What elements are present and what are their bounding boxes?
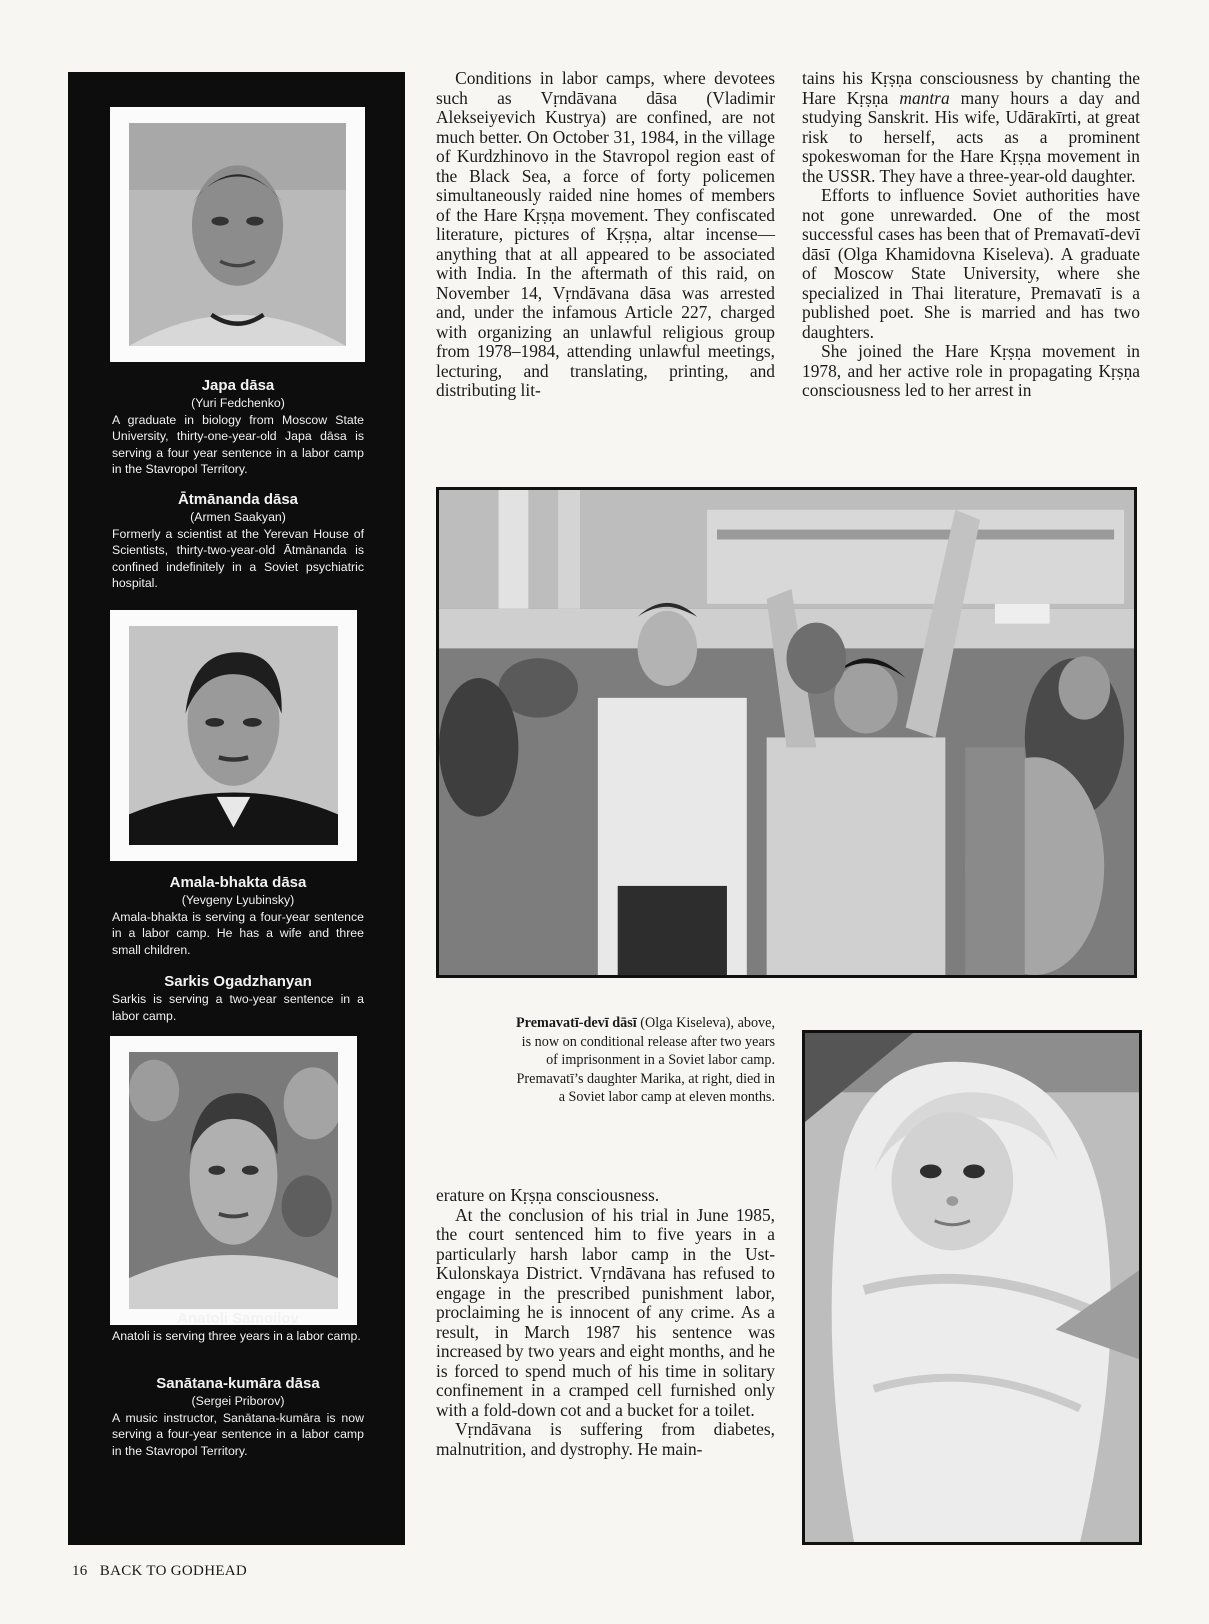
article-emphasis: mantra	[899, 87, 950, 108]
bio-anatoli-samoilov	[112, 1309, 364, 1345]
bio-sarkis-ogadzhanyan	[112, 972, 364, 1024]
portrait-anatoli-samoilov	[110, 1036, 357, 1325]
bio-name: Sarkis Ogadzhanyan	[164, 973, 312, 990]
article-paragraph: Vṛndāvana is suffering from diabetes, malnutrition, and dystrophy. He main-	[436, 1419, 775, 1459]
bio-real-name: (Sergei Priborov)	[191, 1394, 285, 1408]
article-paragraph	[802, 69, 1140, 186]
article-column-1-bottom	[436, 1186, 775, 1459]
article-column-1-top	[436, 69, 775, 401]
article-paragraph: Efforts to influence Soviet authorities have not gone unrewarded. One of the most successful cases has been that of Premavatī-devī dāsī (Olga Khamidovna Kiseleva). A graduate of Moscow State University, where she specialized in Thai literature, Premavatī is a published poet. She is married and has two daughters.	[802, 185, 1140, 342]
article-text: tains his Kṛṣṇa consciousness by chanting the Hare Kṛṣṇa	[802, 68, 1140, 108]
bio-real-name: (Yevgeny Lyubinsky)	[181, 893, 295, 907]
sidebar-profiles	[68, 72, 405, 1545]
bio-name: Ātmānanda dāsa	[177, 491, 299, 508]
bio-description: A music instructor, Sanātana-kumāra is now serving a four-year sentence in a labor camp in the Stavropol Territory.	[112, 1410, 364, 1458]
bio-description: A graduate in biology from Moscow State University, thirty-one-year-old Japa dāsa is serving a four year sentence in a labor camp in the Stavropol Territory.	[112, 412, 364, 476]
article-paragraph: At the conclusion of his trial in June 1985, the court sentenced him to five years in a particularly harsh labor camp in the Ust-Kulonskaya District. Vṛndāvana has refused to engage in the prescribed punishment labor, proclaiming he is innocent of any crime. As a result, in March 1987 his sentence was increased by two years and eight months, and he is forced to spend much of his time in solitary confinement in a cramped cell furnished only with a fold-down cot and a bucket for a toilet.	[436, 1204, 775, 1420]
bio-description: Sarkis is serving a two-year sentence in a labor camp.	[112, 992, 364, 1023]
bio-description: Formerly a scientist at the Yerevan House of Scientists, thirty-two-year-old Ātmānanda is confined indefinitely in a Soviet psychiatric hospital.	[112, 526, 364, 590]
bio-name: Sanātana-kumāra dāsa	[156, 1375, 320, 1392]
bio-japa-dasa	[112, 376, 364, 478]
caption-name: Premavatī-devī dāsī	[516, 1015, 637, 1031]
magazine-name: BACK TO GODHEAD	[99, 1563, 248, 1579]
caption-text: (Olga Kiseleva), above, is now on conditional release after two years of imprisonment in a Soviet labor camp. Premavatī’s daughter Marika, at right, died in a Soviet labor camp at eleven months.	[516, 1015, 775, 1105]
bio-name: Japa dāsa	[201, 377, 275, 394]
article-paragraph: She joined the Hare Kṛṣṇa movement in 1978, and her active role in propagating Kṛṣṇa consciousness led to her arrest in	[802, 341, 1140, 400]
page-number: 16	[72, 1563, 88, 1579]
bio-description: Anatoli is serving three years in a labor camp.	[112, 1329, 361, 1343]
bio-sanatana-kumara-dasa	[112, 1374, 364, 1459]
bio-name: Amala-bhakta dāsa	[169, 874, 307, 891]
portrait-japa-dasa	[110, 107, 365, 362]
portrait-amala-bhakta-dasa	[110, 610, 357, 861]
bio-real-name: (Yuri Fedchenko)	[191, 396, 285, 410]
bio-description: Amala-bhakta is serving a four-year sentence in a labor camp. He has a wife and three small children.	[112, 909, 364, 957]
crowd-photo	[436, 487, 1137, 978]
article-paragraph: Conditions in labor camps, where devotees such as Vṛndāvana dāsa (Vladimir Alekseiyevich Kustrya) are confined, are not much better. On October 31, 1984, in the village of Kurdzhinovo in the Stavropol region east of the Black Sea, a force of forty policemen simultaneously raided nine homes of members of the Hare Kṛṣṇa movement. They confiscated literature, pictures of Kṛṣṇa, altar incense—anything that at all appeared to be associated with India. In the aftermath of this raid, on November 14, Vṛndāvana dāsa was arrested and, under the infamous Article 227, charged with organizing an unlawful religious group from 1978–1984, attending unlawful meetings, lecturing, and translating, printing, and distributing lit-	[436, 68, 775, 400]
bio-amala-bhakta-dasa	[112, 873, 364, 958]
article-column-2-top	[802, 69, 1140, 401]
page-footer	[72, 1563, 247, 1580]
bio-name: Anatoli Samoilov	[177, 1310, 299, 1327]
photo-caption	[515, 1014, 775, 1107]
bio-real-name: (Armen Saakyan)	[190, 510, 286, 524]
baby-photo	[802, 1030, 1142, 1545]
article-paragraph: erature on Kṛṣṇa consciousness.	[436, 1185, 660, 1205]
article-text: many hours a day and studying Sanskrit. His wife, Udārakīrti, at great risk to herself, acts as a prominent spokeswoman for the Hare Kṛṣṇa movement in the USSR. They have a three-year-old daughter.	[802, 87, 1140, 186]
bio-atmananda-dasa	[112, 490, 364, 592]
